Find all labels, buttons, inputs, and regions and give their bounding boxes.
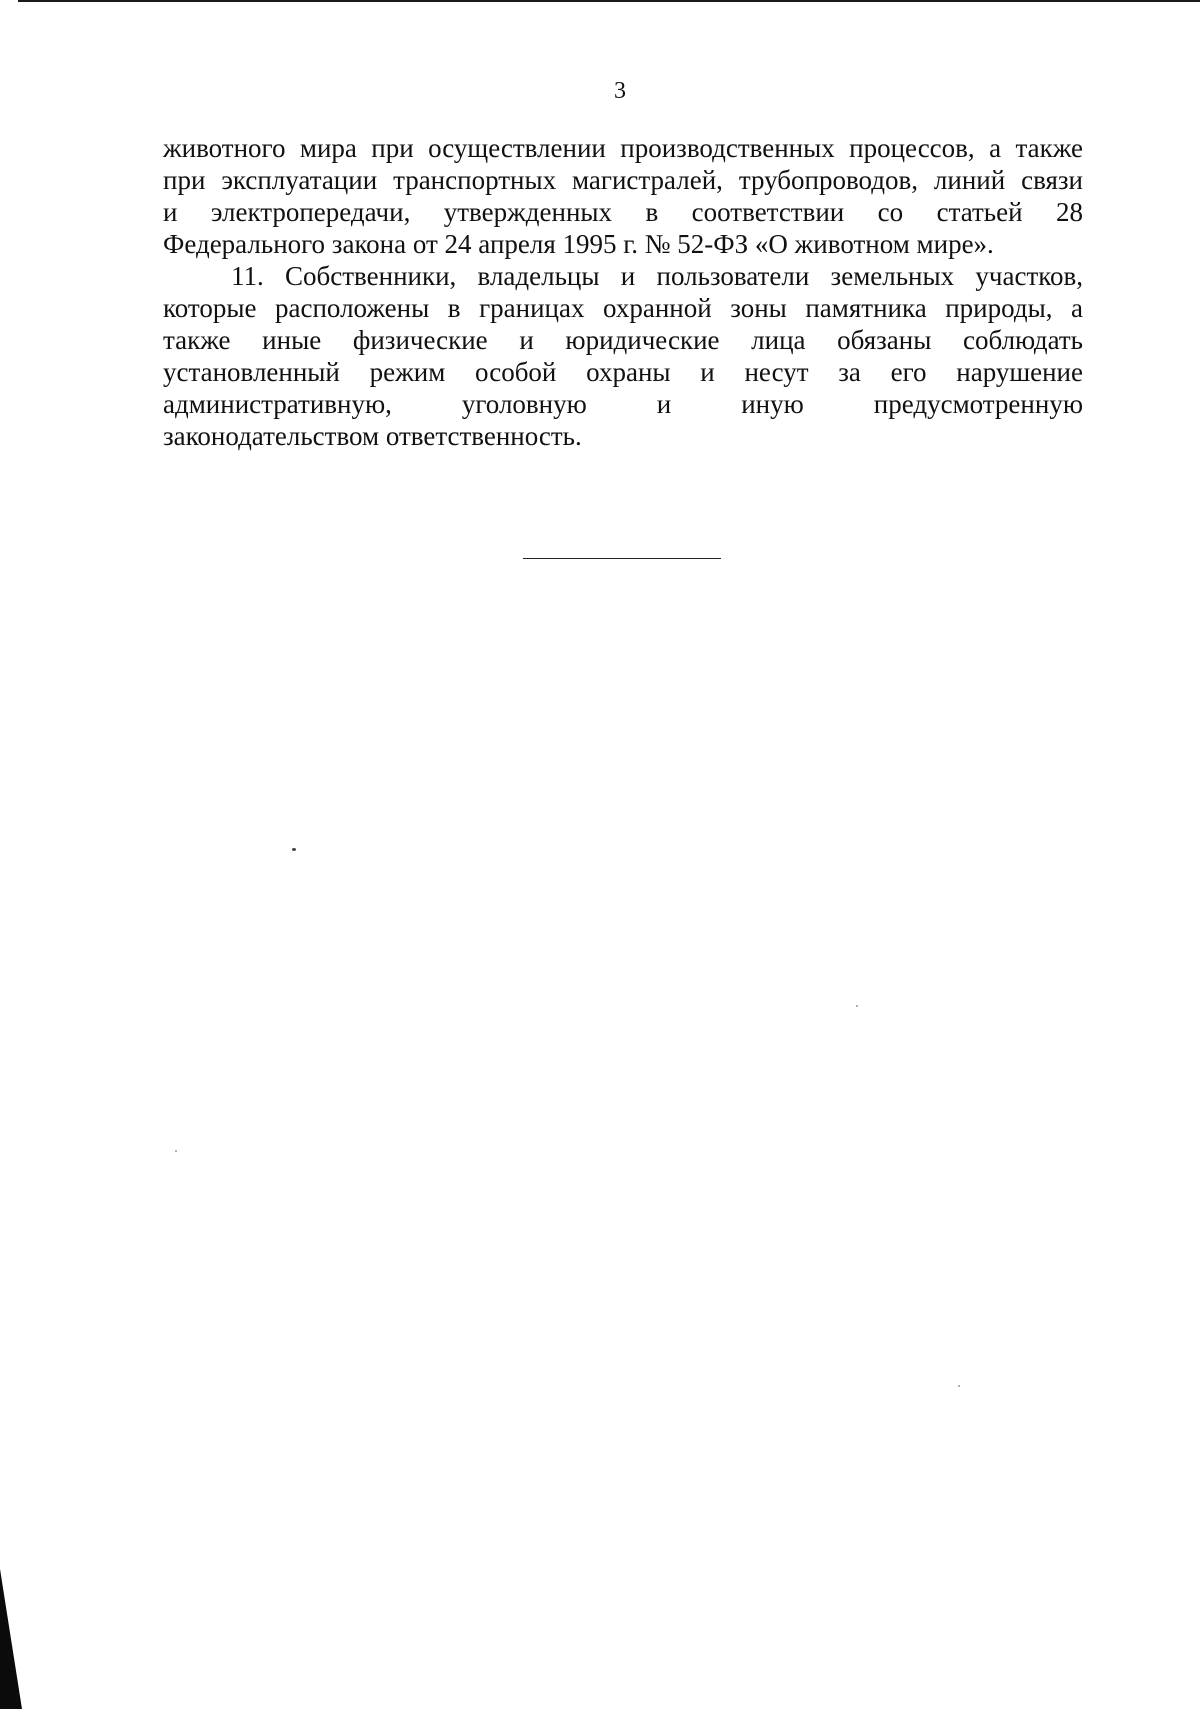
text-line: Федерального закона от 24 апреля 1995 г. № 52-ФЗ «О животном мире». xyxy=(163,229,994,259)
end-of-document-rule xyxy=(523,558,721,559)
paragraph-continuation xyxy=(163,132,1083,260)
text-line: и электропередачи, утвержденных в соответствии со статьей 28 xyxy=(163,197,1083,227)
text-line: установленный режим особой охраны и несут за его нарушение xyxy=(163,357,1083,387)
text-line: законодательством ответственность. xyxy=(163,421,582,451)
document-body xyxy=(163,132,1083,452)
scan-shadow xyxy=(0,1569,22,1709)
page-number: 3 xyxy=(614,78,626,104)
scan-speck xyxy=(856,1005,858,1007)
text-line: при эксплуатации транспортных магистралей, трубопроводов, линий связи xyxy=(163,165,1083,195)
scan-edge xyxy=(18,0,1200,2)
scan-speck xyxy=(292,848,296,851)
text-line: 11. Собственники, владельцы и пользователи земельных участков, xyxy=(231,261,1083,291)
text-line: животного мира при осуществлении производственных процессов, а также xyxy=(163,133,1083,163)
scan-speck xyxy=(175,1150,177,1152)
text-line: которые расположены в границах охранной зоны памятника природы, а xyxy=(163,293,1083,323)
scan-speck xyxy=(958,1385,960,1387)
paragraph-item-11 xyxy=(163,260,1083,452)
text-line: также иные физические и юридические лица обязаны соблюдать xyxy=(163,325,1083,355)
text-line: административную, уголовную и иную предусмотренную xyxy=(163,389,1083,419)
